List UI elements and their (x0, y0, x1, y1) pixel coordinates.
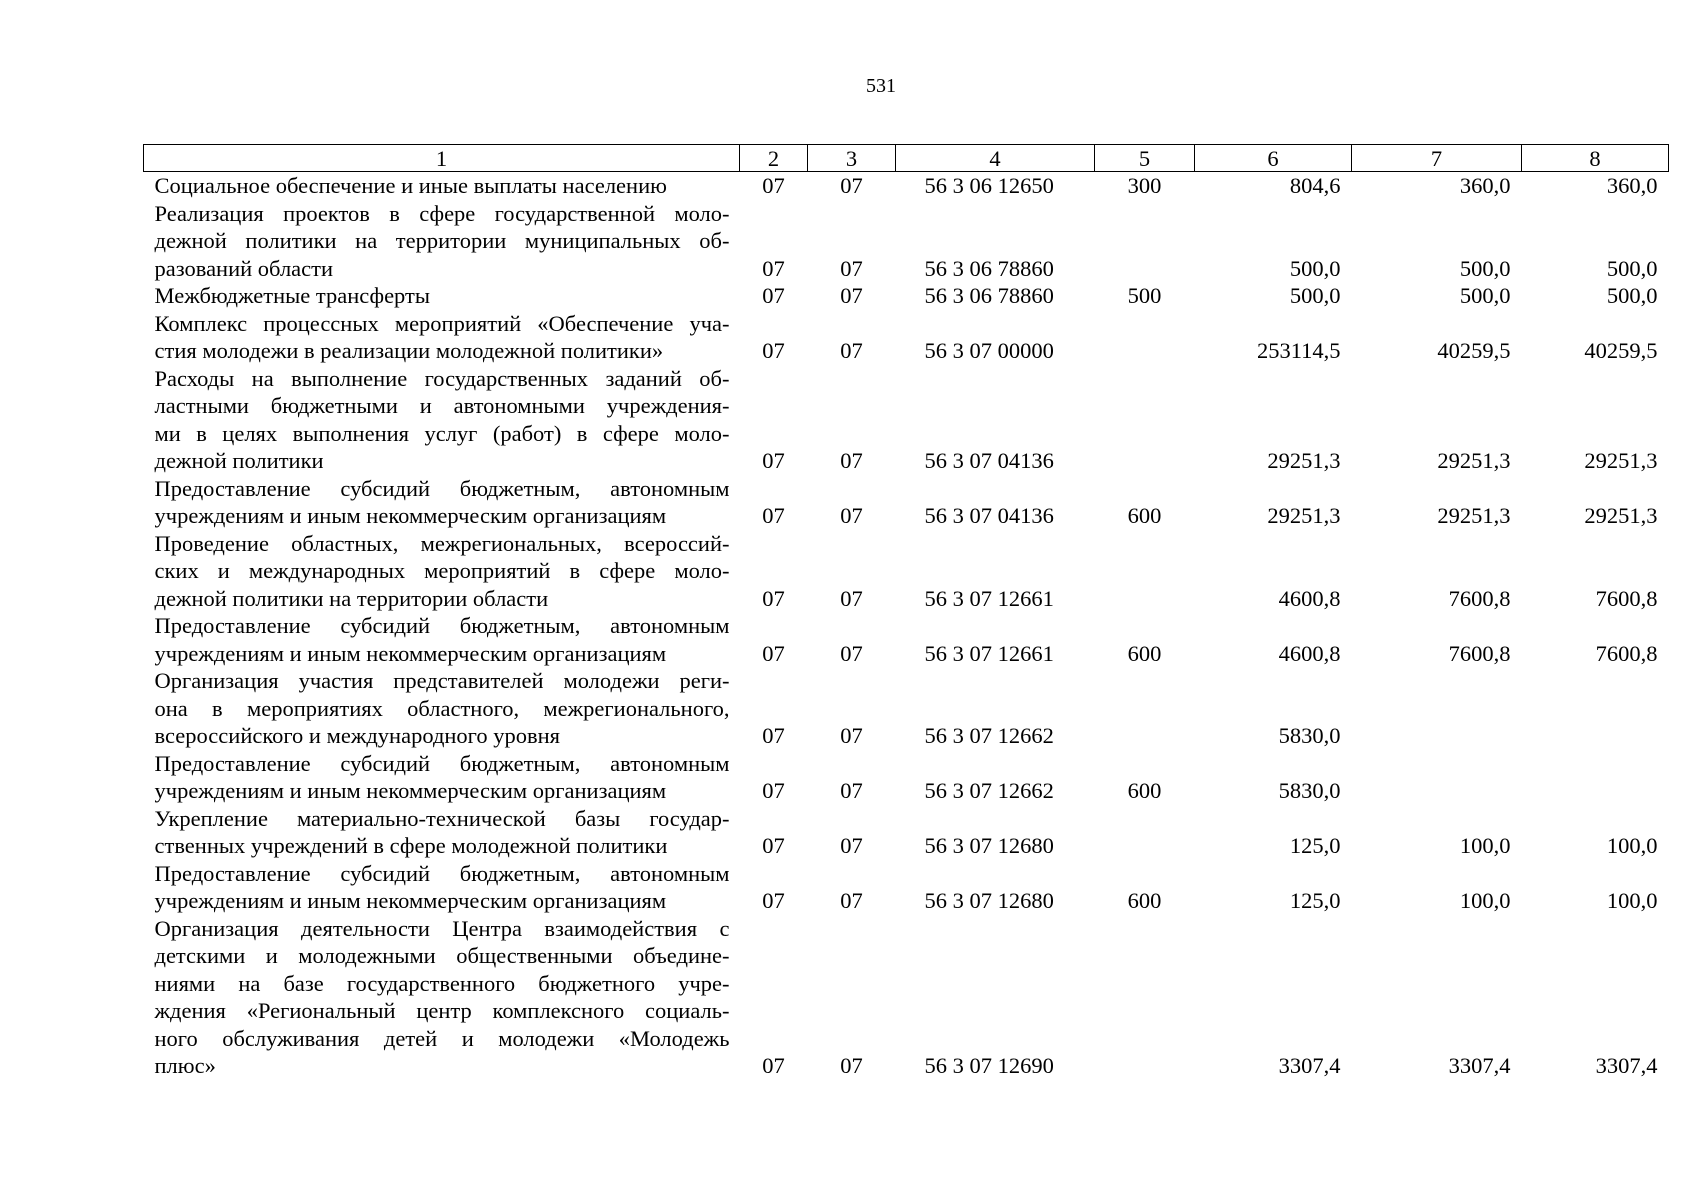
row-name-line: ниями на базе государственного бюджетного учре- (154, 970, 730, 996)
row-name (144, 475, 740, 530)
row-amount-year-2: 29251,3 (1437, 503, 1511, 528)
row-amount-year-2: 29251,3 (1437, 448, 1511, 473)
row-name-line: учреждениям и иным некоммерческим организациям (154, 778, 667, 803)
row-name-line: Социальное обеспечение и иные выплаты населению (154, 173, 667, 198)
row-name-line: Предоставление субсидий бюджетным, автономным (154, 613, 730, 638)
row-name-line: детскими и молодежными общественными объедине- (154, 943, 730, 968)
row-expense-type (1095, 915, 1195, 1080)
row-name-line: ного обслуживания детей и молодежи «Молодежь (154, 1025, 730, 1051)
row-subsection: 07 (840, 1053, 863, 1078)
row-subsection: 07 (840, 448, 863, 473)
row-name-line: Предоставление субсидий бюджетным, автономным (154, 750, 730, 776)
table-row (144, 860, 1669, 915)
row-name-line: Комплекс процессных мероприятий «Обеспечение уча- (154, 310, 730, 336)
row-name-line: плюс» (154, 1053, 216, 1078)
row-name (144, 310, 740, 365)
row-subsection: 07 (840, 778, 863, 803)
header-col-7: 7 (1352, 145, 1522, 172)
row-amount-year-2 (1352, 667, 1522, 750)
row-name (144, 750, 740, 805)
row-target-article: 56 3 07 12661 (924, 640, 1054, 666)
header-col-6: 6 (1195, 145, 1352, 172)
row-target-article: 56 3 07 12661 (924, 585, 1054, 611)
table-row (144, 915, 1669, 1080)
row-name (144, 805, 740, 860)
row-name-line: Организация участия представителей молодежи реги- (154, 668, 730, 693)
row-expense-type: 600 (1127, 778, 1162, 803)
row-amount-year-2: 100,0 (1459, 833, 1511, 858)
row-expense-type: 600 (1127, 640, 1162, 666)
row-amount-year-1: 125,0 (1289, 888, 1341, 913)
row-name-line: Предоставление субсидий бюджетным, автономным (154, 475, 730, 501)
table-row (144, 282, 1669, 310)
row-name (144, 282, 740, 310)
row-amount-year-3: 100,0 (1606, 833, 1658, 858)
header-col-4: 4 (896, 145, 1095, 172)
row-expense-type: 500 (1127, 283, 1162, 308)
row-amount-year-2: 500,0 (1459, 255, 1511, 281)
header-col-5: 5 (1095, 145, 1195, 172)
row-amount-year-2: 7600,8 (1448, 585, 1511, 611)
table-row (144, 310, 1669, 365)
row-expense-type (1095, 805, 1195, 860)
row-target-article: 56 3 06 12650 (924, 173, 1054, 198)
row-name-line: Проведение областных, межрегиональных, всероссий- (154, 530, 730, 556)
row-amount-year-3: 7600,8 (1595, 640, 1658, 666)
row-name (144, 530, 740, 613)
row-section: 07 (762, 338, 785, 363)
row-amount-year-1: 5830,0 (1278, 778, 1341, 803)
row-name-line: Организация деятельности Центра взаимодействия с (154, 915, 730, 941)
row-expense-type (1095, 667, 1195, 750)
row-name-line: Предоставление субсидий бюджетным, автономным (154, 860, 730, 886)
table-row (144, 475, 1669, 530)
row-section: 07 (762, 173, 785, 198)
row-amount-year-1: 125,0 (1289, 833, 1341, 858)
row-amount-year-1: 3307,4 (1278, 1053, 1341, 1078)
row-amount-year-1: 5830,0 (1278, 723, 1341, 748)
table-row (144, 365, 1669, 475)
row-amount-year-1: 29251,3 (1267, 503, 1341, 528)
row-amount-year-2: 7600,8 (1448, 640, 1511, 666)
table-row (144, 805, 1669, 860)
row-expense-type: 600 (1127, 888, 1162, 913)
row-target-article: 56 3 07 12680 (924, 833, 1054, 858)
row-amount-year-3: 100,0 (1606, 888, 1658, 913)
row-target-article: 56 3 07 00000 (924, 338, 1054, 363)
row-expense-type: 600 (1127, 503, 1162, 528)
header-col-2: 2 (740, 145, 808, 172)
row-name (144, 612, 740, 667)
budget-table (143, 144, 1669, 1080)
row-section: 07 (762, 503, 785, 528)
row-section: 07 (762, 1053, 785, 1078)
row-amount-year-2: 500,0 (1459, 283, 1511, 308)
row-name-line: ственных учреждений в сфере молодежной политики (154, 833, 668, 858)
row-name-line: ских и международных мероприятий в сфере моло- (154, 558, 730, 583)
row-amount-year-3: 500,0 (1606, 255, 1658, 281)
row-name-line: Укрепление материально-технической базы государ- (154, 805, 730, 831)
row-name (144, 365, 740, 475)
row-expense-type (1095, 200, 1195, 283)
row-target-article: 56 3 07 12680 (924, 888, 1054, 913)
row-amount-year-2: 360,0 (1459, 173, 1511, 198)
header-row (144, 145, 1669, 172)
row-expense-type (1095, 310, 1195, 365)
row-subsection: 07 (840, 640, 863, 666)
row-amount-year-2: 3307,4 (1448, 1053, 1511, 1078)
row-section: 07 (762, 283, 785, 308)
table-row (144, 612, 1669, 667)
row-name-line: ластными бюджетными и автономными учреждения- (154, 393, 730, 418)
row-name-line: ждения «Региональный центр комплексного социаль- (154, 998, 730, 1023)
row-name-line: ми в целях выполнения услуг (работ) в сфере моло- (154, 420, 730, 446)
row-subsection: 07 (840, 283, 863, 308)
row-name-line: Расходы на выполнение государственных заданий об- (154, 365, 730, 391)
row-name-line: она в мероприятиях областного, межрегионального, (154, 695, 730, 721)
row-target-article: 56 3 07 12662 (924, 723, 1054, 748)
row-section: 07 (762, 448, 785, 473)
row-subsection: 07 (840, 503, 863, 528)
row-amount-year-3 (1522, 667, 1669, 750)
row-name-line: учреждениям и иным некоммерческим организациям (154, 503, 667, 528)
table-row (144, 750, 1669, 805)
row-expense-type (1095, 530, 1195, 613)
row-section: 07 (762, 255, 785, 281)
row-subsection: 07 (840, 338, 863, 363)
row-subsection: 07 (840, 723, 863, 748)
row-section: 07 (762, 723, 785, 748)
row-name-line: разований области (154, 255, 334, 281)
row-amount-year-1: 500,0 (1289, 283, 1341, 308)
row-name-line: стия молодежи в реализации молодежной политики» (154, 338, 664, 363)
row-amount-year-3: 40259,5 (1584, 338, 1658, 363)
table-row (144, 667, 1669, 750)
row-name-line: дежной политики (154, 448, 324, 473)
row-subsection: 07 (840, 585, 863, 611)
row-name-line: дежной политики на территории муниципальных об- (154, 228, 730, 253)
table-row (144, 200, 1669, 283)
row-amount-year-1: 29251,3 (1267, 448, 1341, 473)
row-amount-year-1: 253114,5 (1256, 338, 1341, 363)
row-amount-year-3: 500,0 (1606, 283, 1658, 308)
header-col-1: 1 (144, 145, 740, 172)
row-subsection: 07 (840, 173, 863, 198)
row-target-article: 56 3 07 04136 (924, 503, 1054, 528)
row-amount-year-3: 7600,8 (1595, 585, 1658, 611)
row-name (144, 915, 740, 1080)
row-section: 07 (762, 888, 785, 913)
row-expense-type: 300 (1127, 173, 1162, 198)
row-section: 07 (762, 640, 785, 666)
row-section: 07 (762, 585, 785, 611)
row-name-line: дежной политики на территории области (154, 585, 549, 611)
row-amount-year-3 (1522, 750, 1669, 805)
row-name-line: учреждениям и иным некоммерческим организациям (154, 640, 667, 666)
row-name-line: учреждениям и иным некоммерческим организациям (154, 888, 667, 913)
row-subsection: 07 (840, 888, 863, 913)
row-name-line: Реализация проектов в сфере государственной моло- (154, 200, 730, 226)
row-target-article: 56 3 07 12662 (924, 778, 1054, 803)
row-name (144, 172, 740, 200)
page-number: 531 (866, 75, 896, 97)
row-amount-year-3: 360,0 (1606, 173, 1658, 198)
row-name-line: всероссийского и международного уровня (154, 723, 560, 748)
row-amount-year-3: 29251,3 (1584, 503, 1658, 528)
row-target-article: 56 3 06 78860 (924, 283, 1054, 308)
row-amount-year-2: 40259,5 (1437, 338, 1511, 363)
row-name (144, 860, 740, 915)
row-amount-year-1: 4600,8 (1278, 640, 1341, 666)
row-amount-year-2 (1352, 750, 1522, 805)
row-target-article: 56 3 07 12690 (924, 1053, 1054, 1078)
row-subsection: 07 (840, 833, 863, 858)
header-col-3: 3 (808, 145, 896, 172)
row-subsection: 07 (840, 255, 863, 281)
header-col-8: 8 (1522, 145, 1669, 172)
row-name (144, 667, 740, 750)
table-row (144, 172, 1669, 200)
row-amount-year-3: 29251,3 (1584, 448, 1658, 473)
row-amount-year-1: 4600,8 (1278, 585, 1341, 611)
table-row (144, 530, 1669, 613)
row-target-article: 56 3 06 78860 (924, 255, 1054, 281)
row-amount-year-1: 804,6 (1289, 173, 1341, 198)
row-amount-year-2: 100,0 (1459, 888, 1511, 913)
row-name (144, 200, 740, 283)
row-amount-year-3: 3307,4 (1595, 1053, 1658, 1078)
row-section: 07 (762, 778, 785, 803)
row-expense-type (1095, 365, 1195, 475)
table-body (144, 172, 1669, 1080)
row-name-line: Межбюджетные трансферты (154, 283, 430, 308)
row-section: 07 (762, 833, 785, 858)
row-amount-year-1: 500,0 (1289, 255, 1341, 281)
row-target-article: 56 3 07 04136 (924, 448, 1054, 473)
